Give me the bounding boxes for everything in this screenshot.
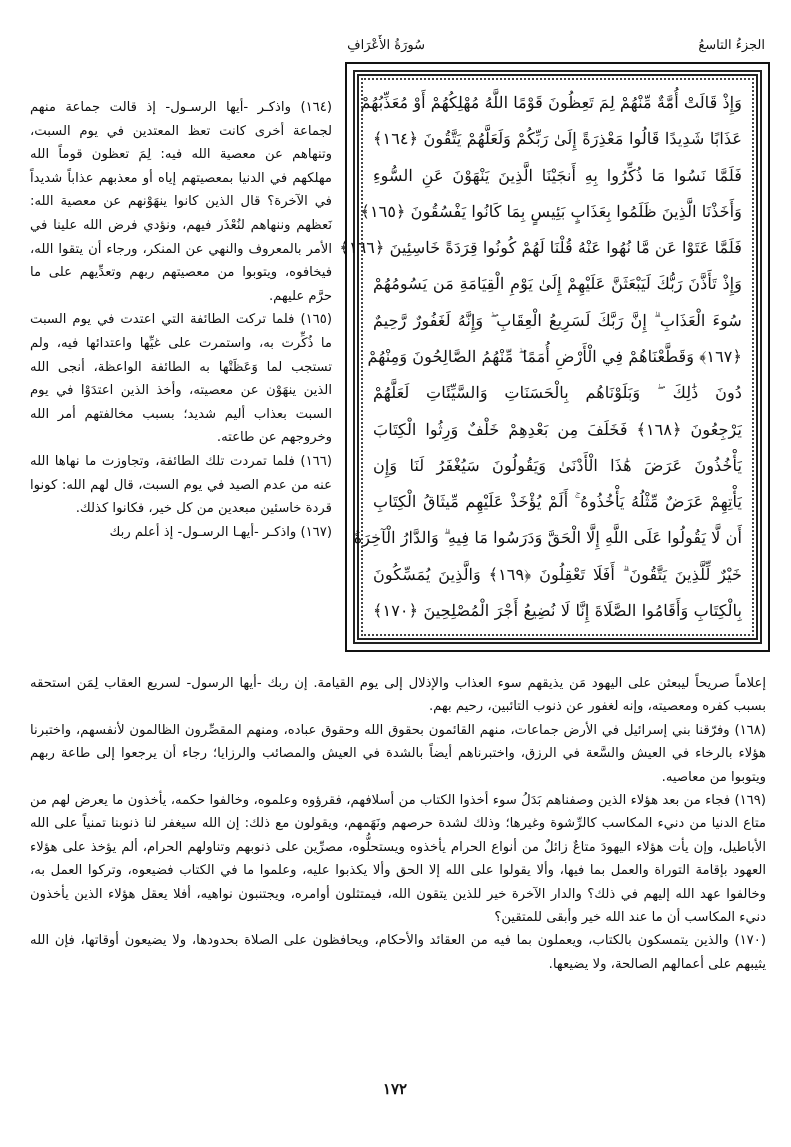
quran-frame xyxy=(339,62,770,652)
quran-line: أَن لَّا يَقُولُوا عَلَى اللَّهِ إِلَّا الْحَقَّ وَدَرَسُوا مَا فِيهِ ۗ وَالدَّارُ الْآخِرَةُ xyxy=(353,528,742,548)
quran-line: يَرْجِعُونَ ﴿١٦٨﴾ فَخَلَفَ مِن بَعْدِهِمْ خَلْفٌ وَرِثُوا الْكِتَابَ xyxy=(373,419,742,439)
tafsir-full-width xyxy=(30,672,766,976)
tafsir-paragraph-167-start: (١٦٧) واذكـر -أيهـا الرسـول- إذ أعلم ربك xyxy=(109,524,332,540)
quran-line: بِالْكِتَابِ وَأَقَامُوا الصَّلَاةَ إِنَّا لَا نُضِيعُ أَجْرَ الْمُصْلِحِينَ ﴿١٧٠﴾ xyxy=(373,600,742,620)
tafsir-paragraph-166: (١٦٦) فلما تمردت تلك الطائفة، وتجاوزت ما نهاها الله عنه من عدم الصيد في يوم السبت، قال لهم الله: كونوا قردة خاسئين مبعدين من كل خير، فكانوا كذلك. xyxy=(30,453,332,517)
quran-line: يَأْخُذُونَ عَرَضَ هَٰذَا الْأَدْنَىٰ وَيَقُولُونَ سَيُغْفَرُ لَنَا وَإِن xyxy=(373,455,742,475)
quran-text-block xyxy=(339,70,762,644)
tafsir-paragraph-169: (١٦٩) فجاء من بعد هؤلاء الذين وصفناهم بَدَلُ سوء أخذوا الكتاب من أسلافهم، فقرؤوه وعلموه، وخالفوا حكمه، يأخذون ما يعرض لهم من متاع الدنيا من دنيء المكاسب كالرِّشوة وغيرها؛ وذلك لشدة حرصهم ونَهَمهم، ويقولون مع ذلك: إن الله سيغفر لنا ذنوبنا تمنياً على الله الأباطيل، وإن يأت هؤلاء اليهودَ متاعٌ زائلٌ من أنواع الحرام يأخذوه ويستحلُّوه، مصرِّين على ذنوبهم وتناولهم الحرام، ألم يؤخذ على هؤلاء العهود بإقامة التوراة والعمل بما فيها، وألا يقولوا على الله إلا الحق وألا يكذبوا عليه، وعلموا ما في الكتاب فضيعوه، وتركوا العمل به، وخالفوا عهد الله إليهم في ذلك؟ والدار الآخرة خير للذين يتقون الله، فيمتثلون أوامره، ويجتنبون نواهيه، أفلا يعقل هؤلاء الذين يأخذون دنيء المكاسب أن ما عند الله خير وأبقى للمتقين؟ xyxy=(30,793,766,926)
quran-line: وَإِذْ تَأَذَّنَ رَبُّكَ لَيَبْعَثَنَّ عَلَيْهِمْ إِلَىٰ يَوْمِ الْقِيَامَةِ مَن يَسُومُهُمْ xyxy=(373,274,742,294)
quran-line: وَإِذْ قَالَتْ أُمَّةٌ مِّنْهُمْ لِمَ تَعِظُونَ قَوْمًا اللَّهُ مُهْلِكُهُمْ أَوْ مُعَذِّبُهُمْ xyxy=(360,93,742,112)
tafsir-paragraph-165: (١٦٥) فلما تركت الطائفة التي اعتدت في يوم السبت ما ذُكِّرت به، واستمرت على غيِّها واعتدائها فيه، ولم تستجب لما وَعَظَتْها به الطائفة الواعظة، أنجى الله الذين ينهَوْن عن معصيته، وأخذ الذين اعتدَوْا في يوم السبت بعذاب أليم شديد؛ بسبب مخالفتهم أمر الله وخروجهم عن طاعته. xyxy=(30,312,332,446)
quran-line: دُونَ ذَٰلِكَ ۖ وَبَلَوْنَاهُم بِالْحَسَنَاتِ وَالسَّيِّئَاتِ لَعَلَّهُمْ xyxy=(373,383,742,403)
quran-line: خَيْرٌ لِّلَّذِينَ يَتَّقُونَ ۗ أَفَلَا تَعْقِلُونَ ﴿١٦٩﴾ وَالَّذِينَ يُمَسِّكُونَ xyxy=(373,564,742,584)
quran-line: عَذَابًا شَدِيدًا قَالُوا مَعْذِرَةً إِلَىٰ رَبِّكُمْ وَلَعَلَّهُمْ يَتَّقُونَ ﴿١٦٤﴾ xyxy=(373,129,742,149)
quran-line: وَأَخَذْنَا الَّذِينَ ظَلَمُوا بِعَذَابٍ بَئِيسٍ بِمَا كَانُوا يَفْسُقُونَ ﴿١٦٥﴾ xyxy=(360,201,742,221)
tafsir-paragraph-170: (١٧٠) والذين يتمسكون بالكتاب، ويعملون بما فيه من العقائد والأحكام، ويحافظون على الصلاة بحدودها، ولا يضيعون أوقاتها، فإن الله يثيبهم على أعمالهم الصالحة، ولا يضيعها. xyxy=(30,933,766,972)
tafsir-paragraph-167-cont: إعلاماً صريحاً ليبعثن على اليهود مَن يذيقهم سوء العذاب والإذلال إلى يوم القيامة. إن ربك -أيها الرسول- لسريع العقاب لِمَن استحقه بسبب كفره ومعصيته، وإنه لغفور عن ذنوب التائبين، رحيم بهم. xyxy=(30,676,766,715)
quran-line: فَلَمَّا عَتَوْا عَن مَّا نُهُوا عَنْهُ قُلْنَا لَهُمْ كُونُوا قِرَدَةً خَاسِئِينَ ﴿١٦٦﴾ xyxy=(339,238,742,258)
tafsir-paragraph-164: (١٦٤) واذكـر -أيها الرسـول- إذ قالت جماعة منهم لجماعة أخرى كانت تعظ المعتدين في يوم السبت، وتنهاهم عن معصية الله فيه: لِمَ تعظون قوماً الله مهلكهم في الدنيا بمعصيتهم إياه أو معذبهم عذاباً شديداً في الآخرة؟ قال الذين كانوا ينهَوْنهم عن معصية الله: نَعظهم وننهاهم لنُعْذَر فيهم، ونؤدي فرض الله علينا في الأمر بالمعروف والنهي عن المنكر، ورجاء أن يتقوا الله، فيخافوه، ويتوبوا من معصيتهم ربهم وتعدِّيهم على ما حرَّم عليهم. xyxy=(30,100,332,304)
quran-line: فَلَمَّا نَسُوا مَا ذُكِّرُوا بِهِ أَنجَيْنَا الَّذِينَ يَنْهَوْنَ عَنِ السُّوءِ xyxy=(373,165,742,185)
quran-line: يَأْتِهِمْ عَرَضٌ مِّثْلُهُ يَأْخُذُوهُ ۚ أَلَمْ يُؤْخَذْ عَلَيْهِم مِّيثَاقُ الْكِتَابِ xyxy=(373,492,742,512)
juz-header: الجزءُ التاسعُ xyxy=(698,38,765,53)
quran-line: ﴿١٦٧﴾ وَقَطَّعْنَاهُمْ فِي الْأَرْضِ أُمَمًا ۖ مِّنْهُمُ الصَّالِحُونَ وَمِنْهُمْ xyxy=(367,346,742,366)
surah-header: سُورَةُ الأَعْرَافِ xyxy=(347,38,425,53)
quran-line: سُوءَ الْعَذَابِ ۗ إِنَّ رَبَّكَ لَسَرِيعُ الْعِقَابِ ۖ وَإِنَّهُ لَغَفُورٌ رَّحِيمٌ xyxy=(373,310,742,330)
tafsir-paragraph-168: (١٦٨) وفرّقنا بني إسرائيل في الأرض جماعات، منهم القائمون بحقوق الله وحقوق عباده، ومنهم المقصِّرون الظالمون لأنفسهم، واختبرنا هؤلاء بالرخاء في العيش والسَّعة في الرزق، واختبرناهم أيضاً بالشدة في العيش والمصائب والرزايا؛ رجاء أن يرجعوا إلى طاعة ربهم ويتوبوا من معاصيه. xyxy=(30,722,766,785)
tafsir-column xyxy=(30,96,332,544)
page-number: ١٧٢ xyxy=(382,1080,408,1098)
